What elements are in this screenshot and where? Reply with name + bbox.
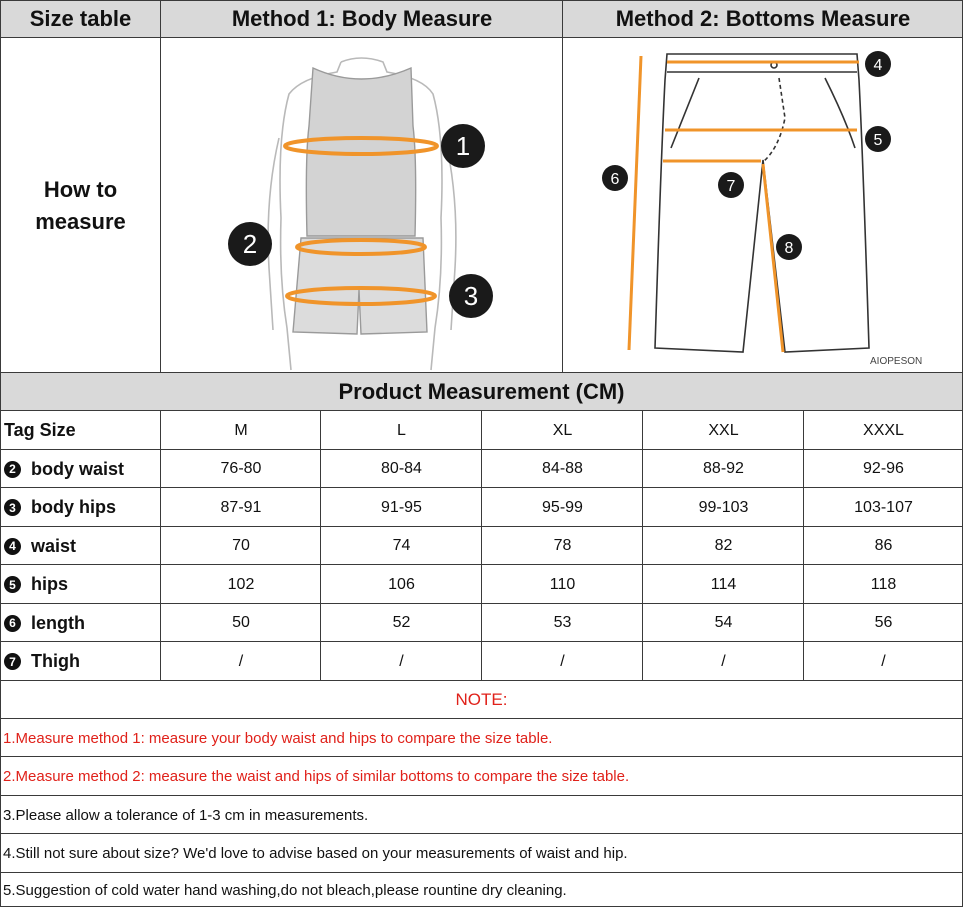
marker-3-badge — [449, 274, 493, 318]
grid-line — [0, 756, 963, 757]
size-header-cell: XXXL — [863, 421, 904, 439]
table-cell: 52 — [392, 614, 411, 631]
grid-line — [160, 0, 161, 373]
section-title: Product Measurement (CM) — [0, 373, 963, 411]
row-label-thigh — [0, 642, 161, 681]
row-number-badge: 5 — [4, 576, 21, 593]
row-label-text: body hips — [31, 497, 116, 517]
size-header-cell: M — [234, 421, 248, 439]
table-cell: / — [238, 652, 244, 670]
row-label-hips — [0, 565, 161, 604]
row-number-badge: 6 — [4, 615, 21, 632]
note-3: 3.Please allow a tolerance of 1-3 cm in measurements. — [3, 806, 369, 824]
row-label-waist — [0, 527, 161, 565]
shorts-outline — [655, 54, 869, 352]
grid-line — [481, 410, 482, 681]
table-cell: 78 — [553, 537, 572, 554]
marker-3-number: 3 — [463, 281, 479, 311]
table-cell: 82 — [714, 537, 733, 554]
how-to-line2: measure — [35, 208, 126, 234]
row-number-badge: 2 — [4, 461, 21, 478]
row-label-text: body waist — [31, 458, 125, 479]
table-cell: 91-95 — [381, 498, 422, 516]
note-2: 2.Measure method 2: measure the waist and hips of similar bottoms to compare the size table. — [3, 768, 630, 785]
grid-line — [160, 410, 161, 681]
table-cell: 50 — [232, 614, 250, 631]
marker-4-number: 4 — [873, 57, 883, 74]
grid-line — [562, 0, 563, 373]
table-cell: 95-99 — [542, 498, 583, 516]
grid-line — [320, 410, 321, 681]
marker-2-badge — [228, 222, 272, 266]
grid-line — [803, 410, 804, 681]
grid-line — [0, 372, 963, 373]
body-figure-illustration — [161, 38, 563, 373]
table-cell: / — [560, 652, 565, 670]
marker-1-number: 1 — [455, 131, 471, 161]
row-number-badge: 4 — [4, 538, 21, 555]
table-cell: / — [721, 652, 726, 670]
row-label-text: length — [31, 612, 85, 633]
marker-8-badge — [776, 234, 802, 260]
size-header-cell: L — [397, 421, 406, 439]
marker-2-number: 2 — [242, 229, 258, 259]
grid-line — [0, 0, 963, 1]
size-header-cell: XXL — [708, 421, 739, 439]
brand-watermark: AIOPESON — [870, 356, 923, 367]
table-cell: 53 — [553, 614, 572, 631]
marker-7-number: 7 — [726, 178, 736, 195]
size-header-cell: XL — [552, 421, 573, 439]
marker-8-number: 8 — [784, 240, 794, 257]
marker-6-badge — [602, 165, 628, 191]
note-1: 1.Measure method 1: measure your body waist and hips to compare the size table. — [3, 729, 553, 747]
table-cell: 74 — [392, 537, 411, 554]
table-cell: 118 — [870, 575, 897, 593]
grid-line — [642, 410, 643, 681]
how-to-measure-label — [0, 38, 161, 373]
table-cell: 102 — [227, 575, 255, 593]
table-cell: 80-84 — [381, 460, 422, 477]
tag-size-label: Tag Size — [4, 420, 76, 440]
grid-line — [0, 833, 963, 834]
marker-7-badge — [718, 172, 744, 198]
grid-line — [0, 718, 963, 719]
table-cell: / — [399, 652, 404, 670]
table-cell: 88-92 — [703, 460, 744, 477]
table-cell: 84-88 — [542, 460, 583, 477]
note-4: 4.Still not sure about size? We'd love to advise based on your measurements of waist and hip. — [3, 845, 628, 862]
grid-line — [0, 795, 963, 796]
table-cell: 86 — [874, 537, 893, 554]
marker-1-badge — [441, 124, 485, 168]
table-cell: 103-107 — [854, 498, 913, 516]
how-to-line1: How to — [43, 176, 118, 202]
table-cell: / — [881, 652, 886, 670]
row-label-body-hips — [0, 488, 161, 527]
marker-6-number: 6 — [610, 171, 620, 188]
table-cell: 114 — [710, 575, 737, 593]
row-number-badge: 7 — [4, 653, 21, 670]
header-size-table: Size table — [0, 0, 161, 38]
grid-line — [0, 37, 963, 38]
note-5: 5.Suggestion of cold water hand washing,do not bleach,please rountine dry cleaning. — [3, 881, 567, 899]
table-cell: 99-103 — [698, 498, 749, 516]
row-label-body-waist — [0, 450, 161, 488]
row-label-text: waist — [31, 535, 77, 556]
marker-4-badge — [865, 51, 891, 77]
table-cell: 106 — [388, 575, 415, 593]
header-method1: Method 1: Body Measure — [161, 0, 563, 38]
marker-5-number: 5 — [873, 132, 883, 149]
header-method2: Method 2: Bottoms Measure — [563, 0, 963, 38]
table-cell: 56 — [874, 614, 893, 631]
table-cell: 54 — [714, 614, 733, 631]
table-cell: 87-91 — [220, 498, 262, 516]
table-cell: 76-80 — [220, 460, 262, 477]
row-label-text: hips — [31, 574, 69, 594]
row-label-text: Thigh — [31, 651, 80, 671]
table-cell: 92-96 — [863, 460, 904, 477]
grid-line — [0, 872, 963, 873]
bottoms-figure-illustration — [563, 38, 963, 373]
marker-5-badge — [865, 126, 891, 152]
row-label-length — [0, 604, 161, 642]
table-cell: 110 — [549, 575, 576, 593]
table-cell: 70 — [232, 537, 250, 554]
note-title: NOTE: — [455, 690, 508, 709]
grid-line — [0, 0, 1, 907]
row-number-badge: 3 — [4, 499, 21, 516]
